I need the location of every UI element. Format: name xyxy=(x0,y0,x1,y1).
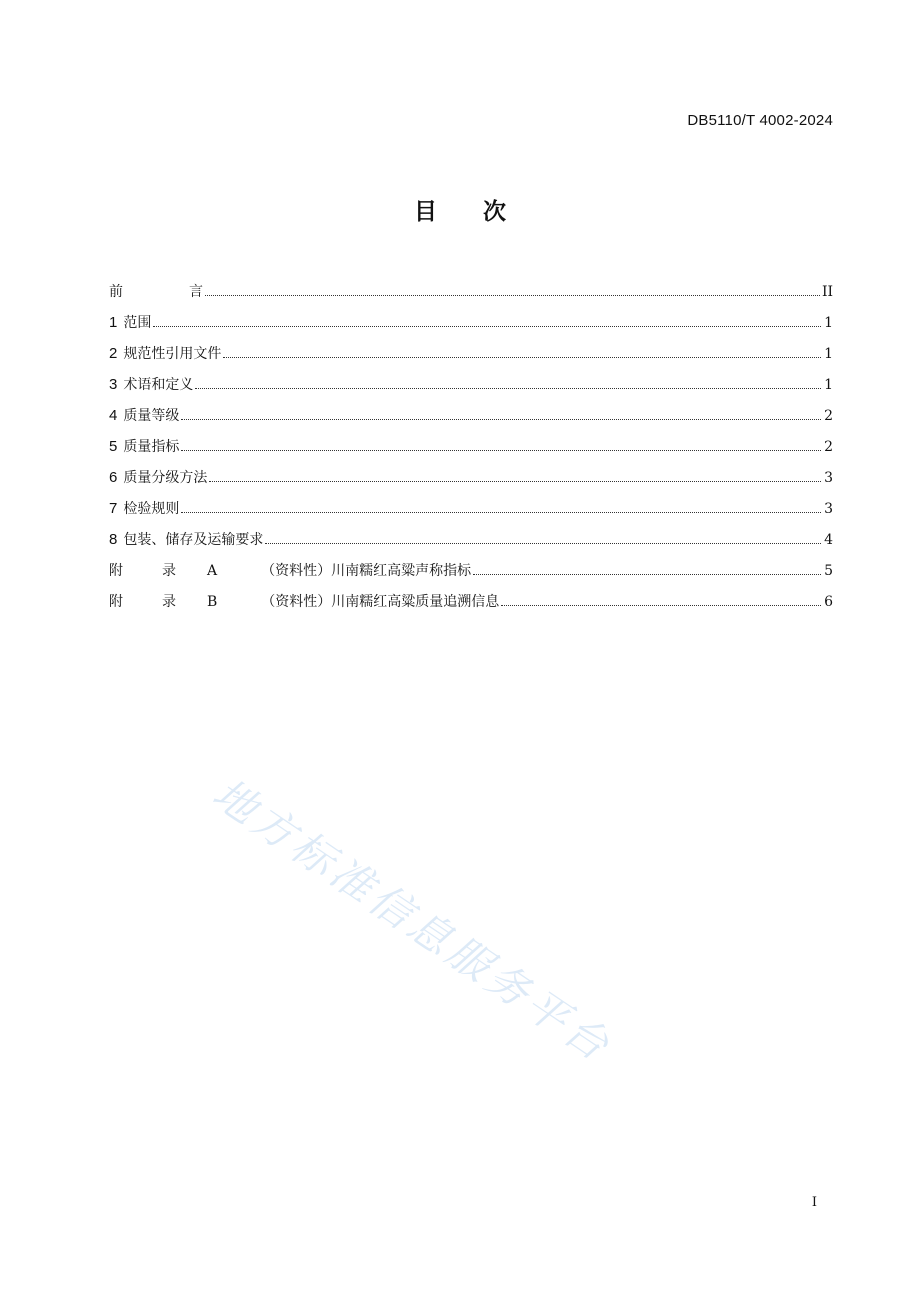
watermark: 地方标准信息服务平台 xyxy=(204,768,622,1073)
toc-page-number: 1 xyxy=(824,315,833,331)
dot-leader xyxy=(473,574,821,575)
page-number: I xyxy=(811,1195,817,1210)
toc-title-right: 次 xyxy=(483,199,506,225)
toc-page-number: 5 xyxy=(824,563,833,579)
toc-page-number: II xyxy=(821,284,833,300)
toc-entry-foreword[interactable] xyxy=(109,281,833,312)
appendix-word: 录 xyxy=(162,563,176,579)
toc-entry-label: 术语和定义 xyxy=(123,377,194,393)
toc-entry-number: 8 xyxy=(109,531,118,548)
toc-entry-label: 川南糯红高粱质量追溯信息 xyxy=(331,594,500,610)
toc-page-number: 2 xyxy=(824,439,833,455)
dot-leader xyxy=(501,605,821,606)
toc-list xyxy=(109,281,833,622)
toc-page-number: 1 xyxy=(824,377,833,393)
toc-entry-number: 6 xyxy=(109,469,118,486)
toc-entry-1[interactable] xyxy=(109,312,833,343)
dot-leader xyxy=(265,543,821,544)
toc-entry-5[interactable] xyxy=(109,436,833,467)
toc-entry-4[interactable] xyxy=(109,405,833,436)
appendix-word: 录 xyxy=(162,594,176,610)
toc-entry-7[interactable] xyxy=(109,498,833,529)
toc-entry-appendix-b[interactable] xyxy=(109,591,833,622)
toc-entry-8[interactable] xyxy=(109,529,833,560)
dot-leader xyxy=(181,512,821,513)
dot-leader xyxy=(205,295,820,296)
toc-entry-number: 4 xyxy=(109,407,118,424)
toc-entry-label: 规范性引用文件 xyxy=(123,346,222,362)
toc-entry-label: 检验规则 xyxy=(123,501,180,517)
toc-page-number: 1 xyxy=(824,346,833,362)
toc-page-number: 6 xyxy=(824,594,833,610)
toc-page-number: 3 xyxy=(824,501,833,517)
toc-title xyxy=(0,193,920,226)
toc-entry-label: 川南糯红高粱声称指标 xyxy=(331,563,472,579)
toc-title-left: 目 xyxy=(414,199,437,225)
toc-entry-number: 3 xyxy=(109,376,118,393)
toc-entry-label: 质量分级方法 xyxy=(123,470,208,486)
toc-page-number: 3 xyxy=(824,470,833,486)
toc-entry-label: 言 xyxy=(189,284,203,300)
toc-entry-label: 包装、储存及运输要求 xyxy=(123,532,264,548)
dot-leader xyxy=(153,326,821,327)
toc-entry-label: 范围 xyxy=(123,315,152,331)
appendix-word: 附 xyxy=(109,563,123,579)
appendix-kind: （资料性） xyxy=(261,563,332,579)
toc-entry-6[interactable] xyxy=(109,467,833,498)
toc-entry-2[interactable] xyxy=(109,343,833,374)
dot-leader xyxy=(181,419,821,420)
dot-leader xyxy=(209,481,821,482)
toc-page-number: 2 xyxy=(824,408,833,424)
appendix-kind: （资料性） xyxy=(261,594,332,610)
toc-entry-label: 前 xyxy=(109,284,123,300)
appendix-letter: B xyxy=(207,594,218,610)
dot-leader xyxy=(181,450,821,451)
toc-entry-number: 2 xyxy=(109,345,118,362)
toc-entry-number: 1 xyxy=(109,314,118,331)
document-code: DB5110/T 4002-2024 xyxy=(687,112,833,129)
toc-entry-number: 7 xyxy=(109,500,118,517)
toc-entry-number: 5 xyxy=(109,438,118,455)
appendix-letter: A xyxy=(207,563,218,579)
dot-leader xyxy=(195,388,821,389)
dot-leader xyxy=(223,357,821,358)
toc-entry-appendix-a[interactable] xyxy=(109,560,833,591)
toc-page-number: 4 xyxy=(824,532,833,548)
appendix-word: 附 xyxy=(109,594,123,610)
toc-entry-label: 质量等级 xyxy=(123,408,180,424)
toc-entry-label: 质量指标 xyxy=(123,439,180,455)
toc-entry-3[interactable] xyxy=(109,374,833,405)
